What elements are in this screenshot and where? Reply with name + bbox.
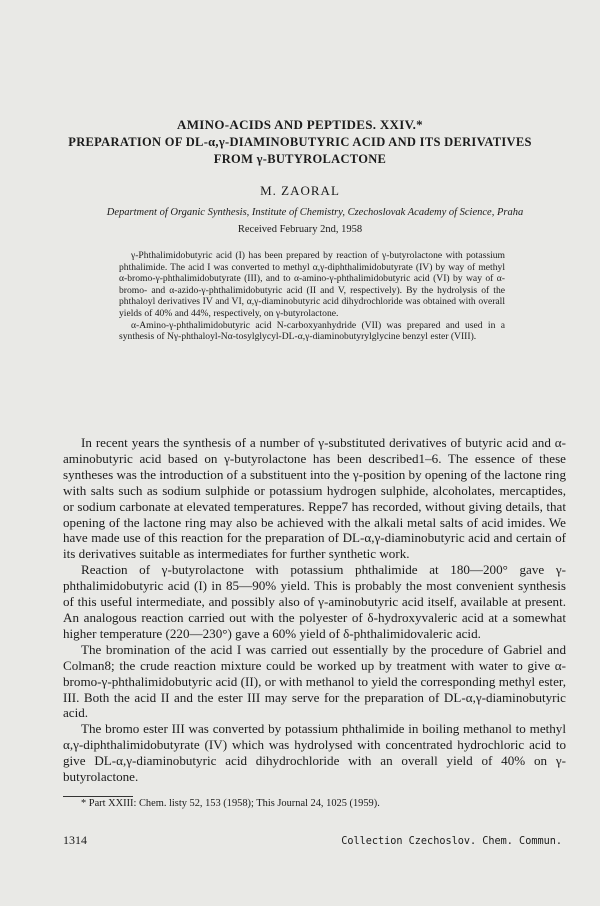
abstract-paragraph-2: α-Amino-γ-phthalimidobutyric acid N-carboxyanhydride (VII) was prepared and used in a synthesis of Nγ-phthaloyl-Nα-tosylglycyl-DL-α,γ-diaminobutyrylglycine benzyl ester (VIII). [119,319,505,343]
body-text [63,435,566,785]
affiliation: Department of Organic Synthesis, Institute of Chemistry, Czechoslovak Academy of Science, Praha [106,207,524,218]
page-number: 1314 [63,833,87,847]
title-line-3: FROM γ-BUTYROLACTONE [213,152,387,166]
received-date: Received February 2nd, 1958 [237,224,363,235]
abstract-paragraph-1: γ-Phthalimidobutyric acid (I) has been prepared by reaction of γ-butyrolactone with potassium phthalimide. The acid I was converted to methyl α,γ-diphthalimidobutyrate (IV) by way of methyl α-bromo-γ-phthalimidobutyrate (III), and to α-amino-γ-phthalimidobutyric acid (VI) by way of α-bromo- and α-azido-γ-phthalimidobutyric acid (II and V, respectively). By the hydrolysis of the phthaloyl derivatives IV and VI, α,γ-diaminobutyric acid dihydrochloride was obtained with overall yields of 40% and 44%, respectively, on γ-butyrolactone. [119,250,505,319]
abstract [119,250,505,343]
journal-name: Collection Czechoslov. Chem. Commun. [341,836,562,847]
author: M. ZAORAL [260,183,340,198]
footnote: * Part XXIII: Chem. listy 52, 153 (1958); This Journal 24, 1025 (1959). [81,798,380,809]
footnote-divider [63,796,133,797]
body-paragraph-3: The bromination of the acid I was carried out essentially by the procedure of Gabriel and Colman8; the crude reaction mixture could be worked up by treatment with water to give α-bromo-γ-phthalimidobutyric acid (II), or with methanol to yield the corresponding methyl ester, III. Both the acid II and the ester III may serve for the preparation of DL-α,γ-diaminobutyric acid. [63,641,566,721]
body-paragraph-2: Reaction of γ-butyrolactone with potassium phthalimide at 180—200° gave γ-phthalimidobutyric acid (I) in 85—90% yield. This is probably the most convenient synthesis of this useful intermediate, and possibly also of γ-aminobutyric acid itself, available at present. An analogous reaction carried out with the polyester of δ-hydroxyvaleric acid at a somewhat higher temperature (220—230°) gave a 60% yield of δ-phthalimidovaleric acid. [63,562,566,641]
body-paragraph-1: In recent years the synthesis of a number of γ-substituted derivatives of butyric acid and α-aminobutyric acid based on γ-butyrolactone has been described1–6. The essence of these syntheses was the introduction of a substituent into the γ-position by opening of the lactone ring with salts such as sodium sulphide or potassium hydrogen sulphide, alcoholates, mercaptides, or sodium carbonate at elevated temperatures. Reppe7 has recorded, without giving details, that opening of the lactone ring may also be achieved with the alkali metal salts of acid imides. We have made use of this reaction for the preparation of DL-α,γ-diaminobutyric acid and certain of its derivatives suitable as intermediates for further synthetic work. [63,435,566,562]
body-paragraph-4: The bromo ester III was converted by potassium phthalimide in boiling methanol to methyl α,γ-diphthalimidobutyrate (IV) which was hydrolysed with concentrated hydrochloric acid to give DL-α,γ-diaminobutyric acid dihydrochloride with an overall yield of 40% on γ-butyrolactone. [63,721,566,785]
title-line-2: PREPARATION OF DL-α,γ-DIAMINOBUTYRIC ACID AND ITS DERIVATIVES [68,135,532,149]
title-line-1: AMINO-ACIDS AND PEPTIDES. XXIV.* [177,117,423,132]
